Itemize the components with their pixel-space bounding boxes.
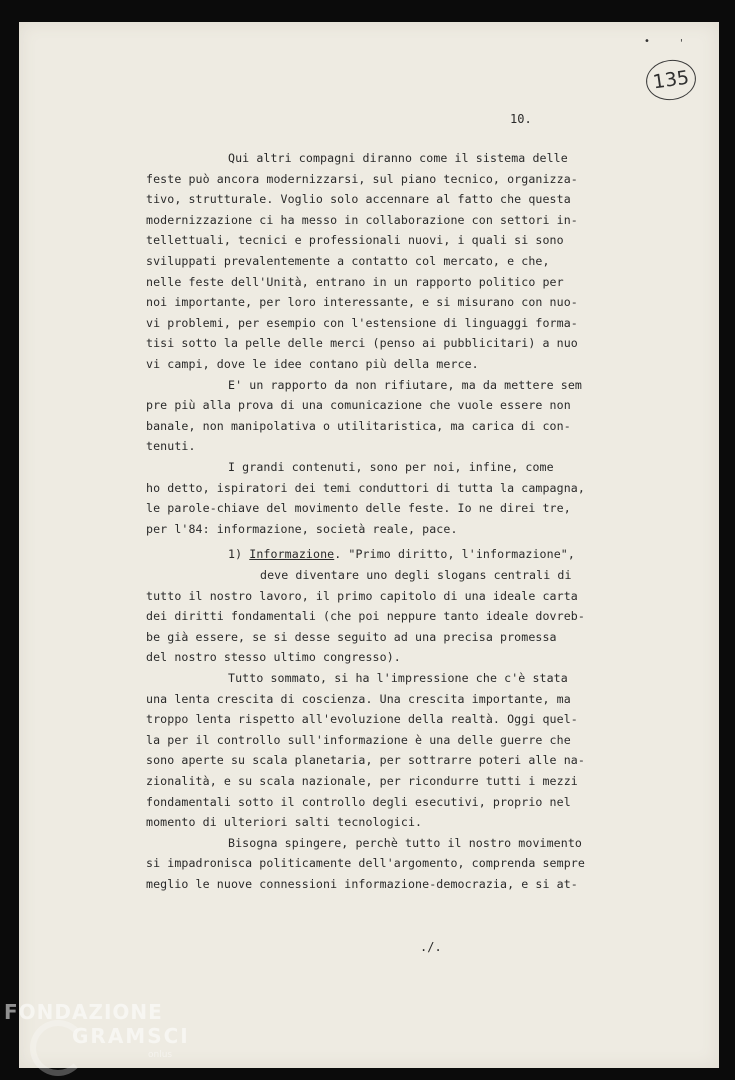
page-number: 10. — [510, 112, 532, 126]
text-line: Tutto sommato, si ha l'impressione che c'è stata — [228, 671, 568, 685]
text-line: Qui altri compagni diranno come il sistema delle — [228, 151, 568, 165]
text-line: tellettuali, tecnici e professionali nuovi, i quali si sono — [146, 233, 564, 248]
text-line: deve diventare uno degli slogans centrali di — [260, 568, 572, 582]
text-line: meglio le nuove connessioni informazione-democrazia, e si at- — [146, 877, 578, 891]
text-line: be già essere, se si desse seguito ad una precisa promessa — [146, 629, 557, 644]
section-number: 1) — [228, 547, 243, 562]
text-line: si impadronisca politicamente dell'argomento, comprenda sempre — [146, 856, 585, 871]
watermark-text: GRAMSCI — [72, 1024, 190, 1048]
text-line: una lenta crescita di coscienza. Una crescita importante, ma — [146, 691, 571, 706]
text-line: troppo lenta rispetto all'evoluzione della realtà. Oggi quel- — [146, 712, 578, 727]
text-line: tutto il nostro lavoro, il primo capitolo di una ideale carta — [146, 588, 578, 603]
margin-mark: • — [644, 36, 650, 47]
text-line: le parole-chiave del movimento delle feste. Io ne direi tre, — [146, 501, 571, 516]
text-line: sviluppati prevalentemente a contatto col mercato, e che, — [146, 254, 550, 268]
continuation-mark: ./. — [420, 940, 442, 954]
text-line: E' un rapporto da non rifiutare, ma da mettere sem — [228, 377, 583, 392]
text-line: feste può ancora modernizzarsi, sul piano tecnico, organizza- — [146, 171, 578, 186]
text-line: per l'84: informazione, società reale, pace. — [146, 521, 458, 536]
text-line: la per il controllo sull'informazione è una delle guerre che — [146, 732, 571, 747]
watermark-text: FONDAZIONE — [4, 1000, 163, 1024]
margin-mark: ' — [680, 38, 683, 49]
text-line: sono aperte su scala planetaria, per sottrarre poteri alle na- — [146, 753, 585, 768]
text-line: modernizzazione ci ha messo in collaborazione con settori in- — [146, 212, 578, 227]
text-line: nelle feste dell'Unità, entrano in un rapporto politico per — [146, 274, 564, 289]
watermark-text: onlus — [148, 1050, 173, 1060]
text-line: dei diritti fondamentali (che poi neppure tanto ideale dovreb- — [146, 609, 585, 624]
text-line: tivo, strutturale. Voglio solo accennare al fatto che questa — [146, 192, 571, 207]
text-line: ho detto, ispiratori dei temi conduttori di tutta la campagna, — [146, 480, 585, 495]
text-line: momento di ulteriori salti tecnologici. — [146, 815, 423, 830]
section-heading — [228, 547, 575, 561]
text-line: zionalità, e su scala nazionale, per ricondurre tutti i mezzi — [146, 774, 578, 788]
section-title: Informazione — [249, 547, 335, 562]
text-line: I grandi contenuti, sono per noi, infine, come — [228, 460, 554, 474]
archive-stamp: 135 — [643, 57, 698, 104]
text-line: pre più alla prova di una comunicazione che vuole essere non — [146, 398, 571, 413]
text-line: noi importante, per loro interessante, e si misurano con nuo- — [146, 295, 578, 310]
text-line: vi problemi, per esempio con l'estensione di linguaggi forma- — [146, 315, 578, 330]
text-line: tenuti. — [146, 439, 196, 454]
text-line: del nostro stesso ultimo congresso). — [146, 650, 401, 665]
text-line: tisi sotto la pelle delle merci (penso ai pubblicitari) a nuo — [146, 336, 578, 351]
text-line: fondamentali sotto il controllo degli esecutivi, proprio nel — [146, 794, 571, 809]
text-line: banale, non manipolativa o utilitaristica, ma carica di con- — [146, 418, 571, 433]
text-line: vi campi, dove le idee contano più della merce. — [146, 357, 479, 371]
text-line: Bisogna spingere, perchè tutto il nostro movimento — [228, 835, 583, 850]
section-heading-rest: . "Primo diritto, l'informazione", — [334, 547, 575, 562]
